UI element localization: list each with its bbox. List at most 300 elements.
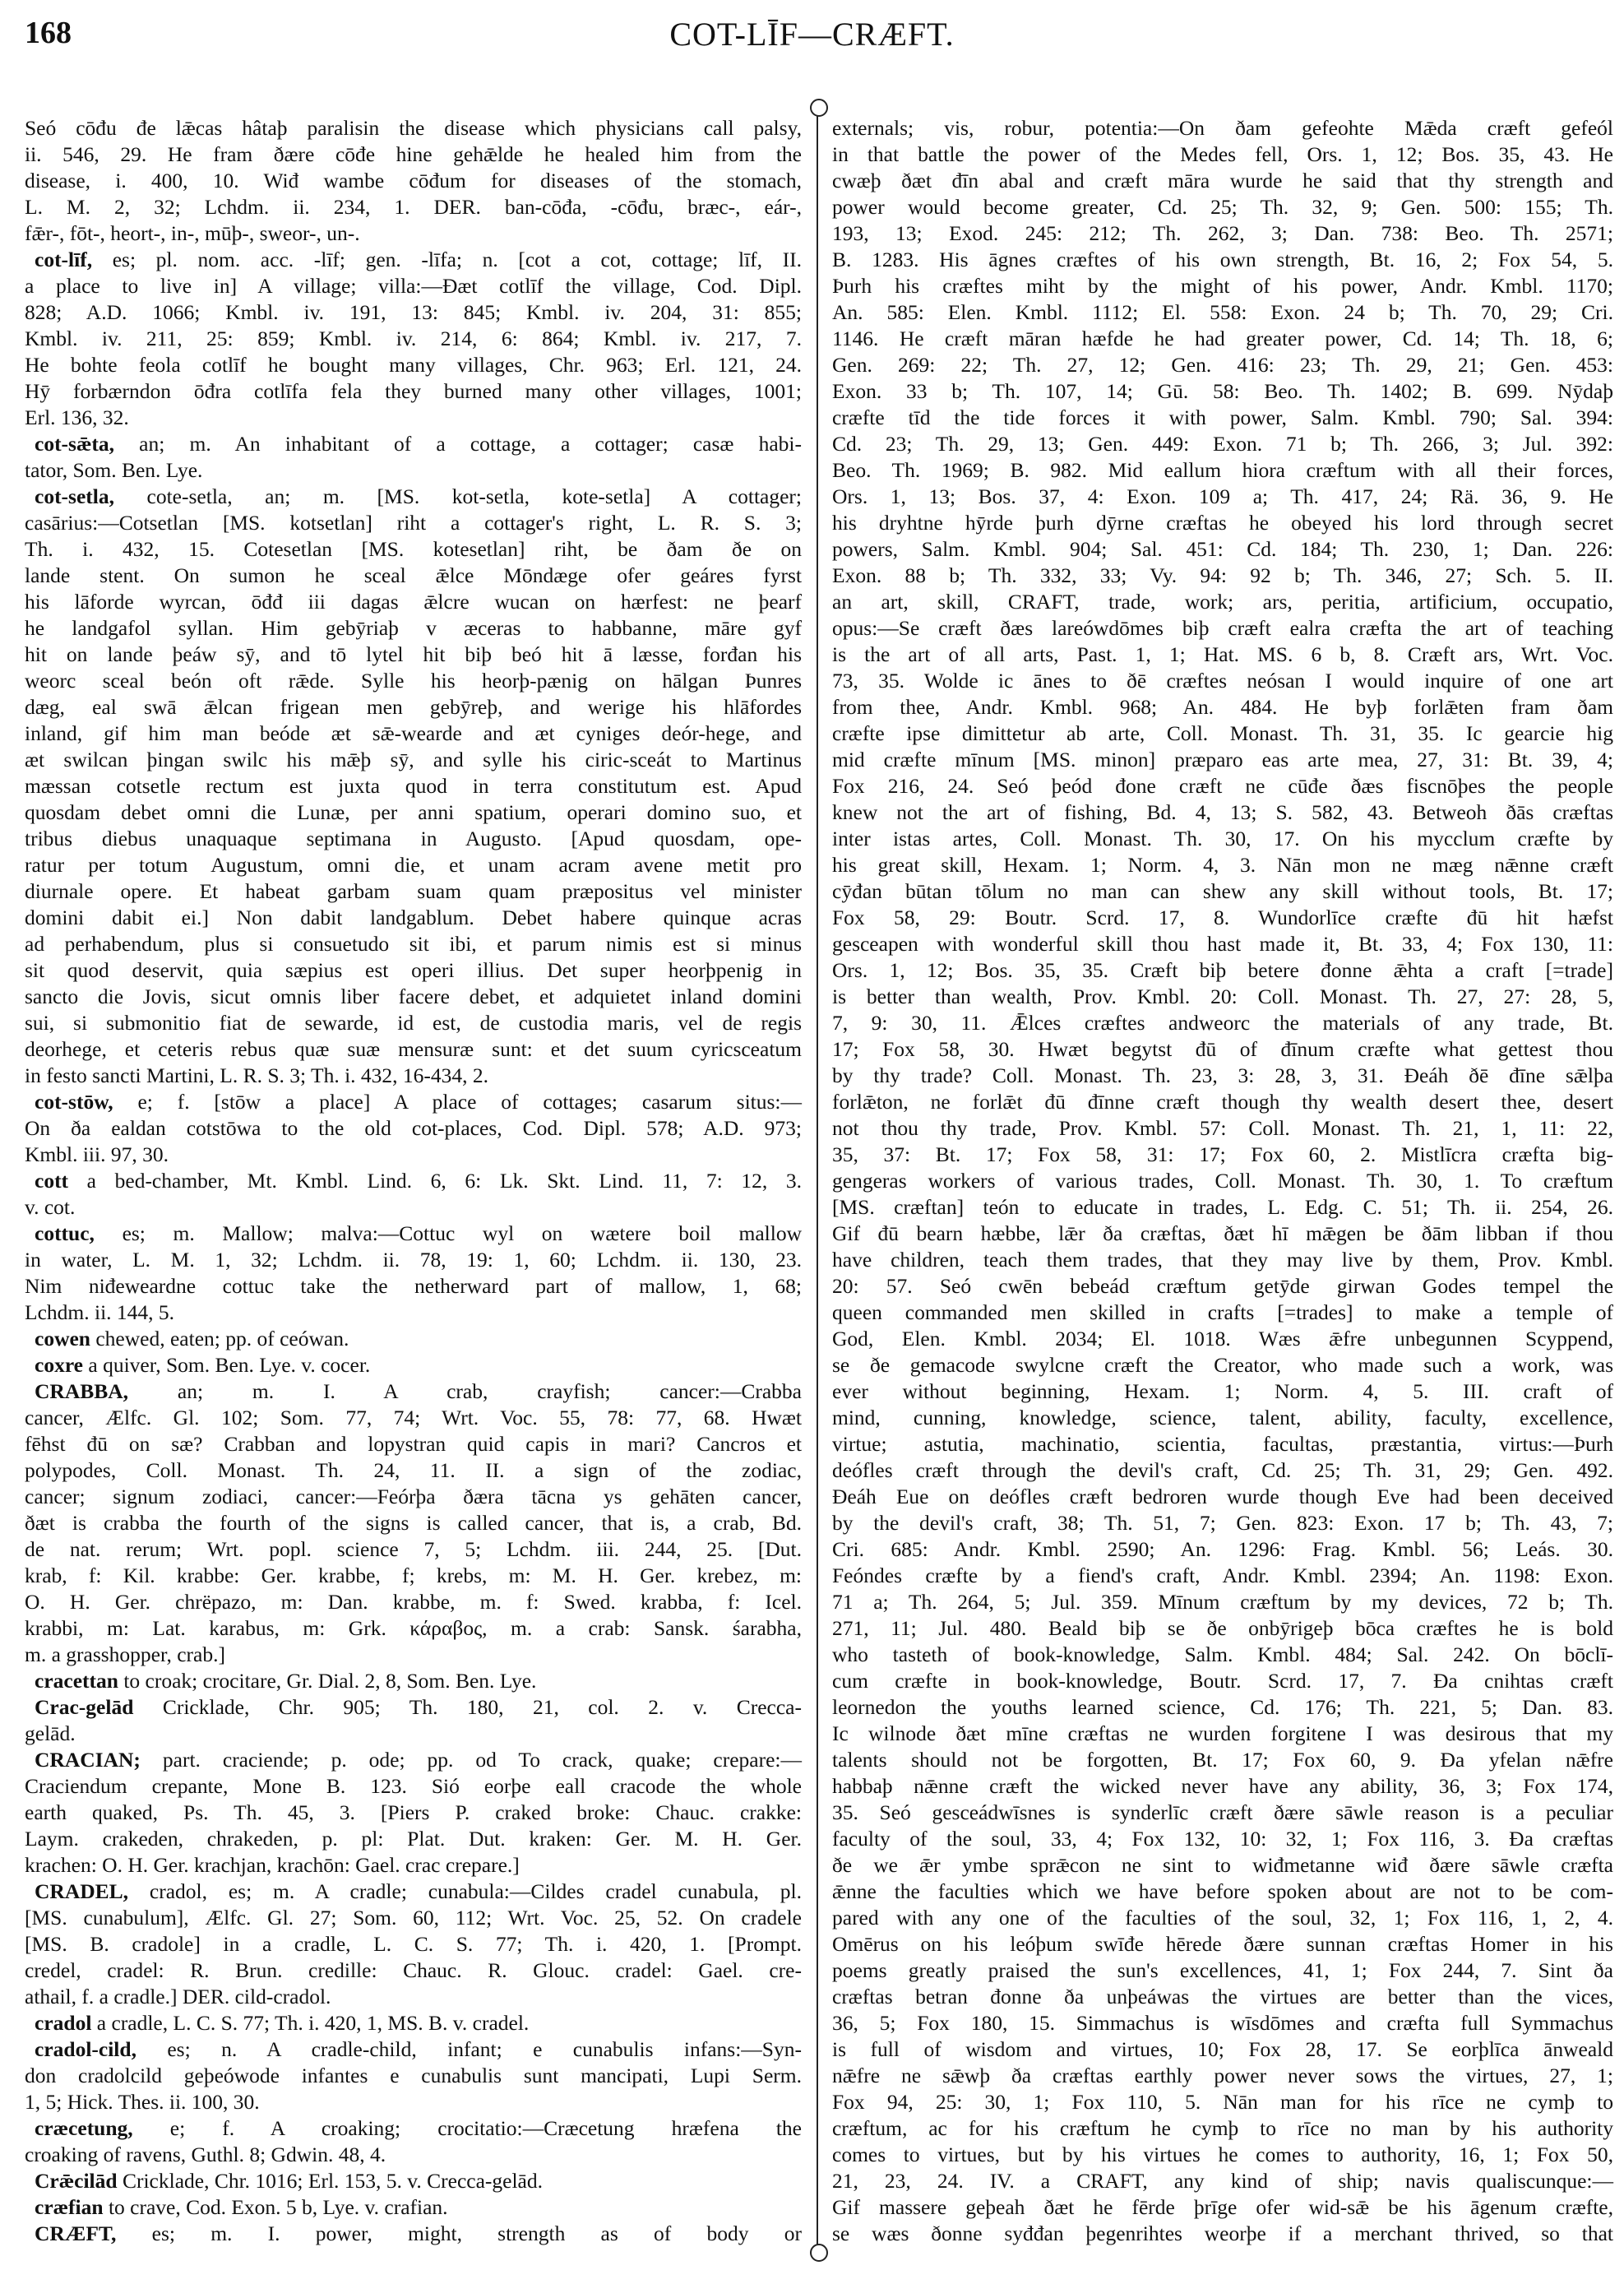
text-line bbox=[832, 2036, 1613, 2063]
text-line bbox=[25, 510, 802, 536]
line-text: he landgafol syllan. Him gebȳriaþ v æceras to habbanne, māre gyf bbox=[25, 616, 802, 640]
text-line bbox=[832, 1773, 1613, 1800]
text-line bbox=[25, 1221, 802, 1247]
text-line bbox=[832, 589, 1613, 615]
line-text: Erl. 136, 32. bbox=[25, 405, 129, 429]
dictionary-entry bbox=[25, 1668, 802, 1694]
line-text: tribus diebus unaquaque septimana in Augusto. [Apud quosdam, ope- bbox=[25, 827, 802, 850]
line-text: diurnale opere. Et habeat garbam suam quam præpositus vel minister bbox=[25, 879, 802, 903]
line-text: He bohte feola cotlīf he bought many villages, Chr. 963; Erl. 121, 24. bbox=[25, 353, 802, 377]
text-line bbox=[25, 220, 802, 247]
text-line bbox=[832, 405, 1613, 431]
text-line bbox=[25, 1668, 802, 1694]
headword: cracettan bbox=[35, 1669, 118, 1693]
line-text: gelād. bbox=[25, 1721, 76, 1745]
line-text: 7, 9: 30, 11. Ǣlces cræftes andweorc the materials of any trade, Bt. bbox=[832, 1011, 1613, 1035]
text-line bbox=[832, 247, 1613, 273]
text-line bbox=[832, 1036, 1613, 1063]
text-line bbox=[832, 1063, 1613, 1089]
text-line bbox=[832, 1484, 1613, 1510]
text-line bbox=[832, 615, 1613, 642]
text-line bbox=[25, 115, 802, 141]
text-line bbox=[25, 1299, 802, 1326]
line-text: ðæt is crabba the fourth of the signs is called cancer, that is, a crab, Bd. bbox=[25, 1511, 802, 1535]
divider-ornament-icon bbox=[810, 99, 828, 117]
text-line bbox=[832, 115, 1613, 141]
headword: coxre bbox=[35, 1353, 83, 1377]
text-line bbox=[832, 1089, 1613, 1115]
headword: cot-setla, bbox=[35, 484, 114, 508]
text-line bbox=[25, 1615, 802, 1642]
line-text: Nim niđeweardne cottuc take the netherward part of mallow, 1, 68; bbox=[25, 1274, 802, 1298]
text-line bbox=[25, 852, 802, 878]
text-line bbox=[25, 1984, 802, 2010]
line-text: queen commanded men skilled in crafts [=trades] to make a temple of bbox=[832, 1300, 1613, 1324]
dictionary-entry bbox=[25, 1326, 802, 1352]
line-text: cræfte tīd the tide forces it with power, Salm. Kmbl. 790; Sal. 394: bbox=[832, 405, 1613, 429]
text-line bbox=[25, 563, 802, 589]
text-line bbox=[25, 2010, 802, 2036]
text-line bbox=[25, 2168, 802, 2194]
text-line bbox=[25, 247, 802, 273]
text-line bbox=[25, 1931, 802, 1957]
text-line bbox=[25, 194, 802, 220]
line-text: Gen. 269: 22; Th. 27, 12; Gen. 416: 23; Th. 29, 21; Gen. 453: bbox=[832, 353, 1613, 377]
line-text: se ðe gemacode swylcne cræft the Creator, who made such a work, was bbox=[832, 1353, 1613, 1377]
line-text: Beo. Th. 1969; B. 982. Mid eallum hiora cræftum with all their forces, bbox=[832, 458, 1613, 482]
headword: cot-stōw, bbox=[35, 1090, 113, 1114]
text-line bbox=[832, 984, 1613, 1010]
line-text: a bed-chamber, Mt. Kmbl. Lind. 6, 6: Lk. Skt. Lind. 11, 7: 12, 3. bbox=[68, 1169, 802, 1193]
line-text: An. 585: Elen. Kmbl. 1112; El. 558: Exon. 24 b; Th. 70, 29; Cri. bbox=[832, 300, 1613, 324]
line-text: talents should not be forgotten, Bt. 17; Fox 60, 9. Ða yfelan nǣfre bbox=[832, 1748, 1613, 1772]
text-line bbox=[25, 1168, 802, 1194]
text-line bbox=[25, 2063, 802, 2089]
text-line bbox=[25, 1457, 802, 1484]
line-text: from thee, Andr. Kmbl. 968; An. 484. He byþ forlǣten fram ðam bbox=[832, 695, 1613, 719]
text-line bbox=[25, 431, 802, 457]
text-line bbox=[832, 931, 1613, 957]
line-text: 35. Seó gesceádwīsnes is synderlīc cræft ðære sāwle reason is a peculiar bbox=[832, 1800, 1613, 1824]
line-text: cradol, es; m. A cradle; cunabula:—Cildes cradel cunabula, pl. bbox=[128, 1879, 802, 1903]
line-text: power would become greater, Cd. 25; Th. 32, 9; Gen. 500: 155; Th. bbox=[832, 195, 1613, 219]
text-line bbox=[832, 2115, 1613, 2142]
line-text: nǣfre ne sǣwþ ða cræftas earthly power never sows the virtues, 27, 1; bbox=[832, 2064, 1613, 2087]
dictionary-entry bbox=[25, 431, 802, 484]
line-text: mæssan cotsetle rectum est juxta quod in terra constitutum est. Apud bbox=[25, 774, 802, 798]
dictionary-entry bbox=[25, 1168, 802, 1221]
line-text: Cri. 685: Andr. Kmbl. 2590; An. 1296: Frag. Kmbl. 56; Leás. 30. bbox=[832, 1537, 1613, 1561]
line-text: powers, Salm. Kmbl. 904; Sal. 451: Cd. 184; Th. 230, 1; Dan. 226: bbox=[832, 537, 1613, 561]
text-line bbox=[832, 799, 1613, 826]
text-line bbox=[832, 2168, 1613, 2194]
text-line bbox=[832, 2089, 1613, 2115]
line-text: gesceapen with wonderful skill thou hast made it, Bt. 33, 4; Fox 130, 11: bbox=[832, 932, 1613, 956]
line-text: have children, teach them trades, that they may live by them, Prov. Kmbl. bbox=[832, 1248, 1613, 1272]
line-text: a cradle, L. C. S. 77; Th. i. 420, 1, MS. B. v. cradel. bbox=[91, 2011, 530, 2035]
line-text: ii. 546, 29. He fram ðære cōđe hine gehǣlde he healed him from the bbox=[25, 142, 802, 166]
dictionary-entry bbox=[25, 2036, 802, 2115]
dictionary-entry bbox=[25, 2010, 802, 2036]
line-text: an art, skill, CRAFT, trade, work; ars, peritia, artificium, occupatio, bbox=[832, 590, 1613, 614]
line-text: credel, cradel: R. Brun. credille: Chauc. R. Glouc. cradel: Gael. cre- bbox=[25, 1958, 802, 1982]
text-line bbox=[832, 1642, 1613, 1668]
line-text: tator, Som. Ben. Lye. bbox=[25, 458, 203, 482]
line-text: is better than wealth, Prov. Kmbl. 20: Coll. Monast. Th. 27, 27: 28, 5, bbox=[832, 984, 1613, 1008]
line-text: ðe we ǣr ymbe sprǣcon ne sint to wiđmetanne wiđ ðære sāwle cræfta bbox=[832, 1853, 1613, 1877]
dictionary-entry bbox=[25, 1879, 802, 2010]
line-text: poems greatly praised the sun's excellences, 41, 1; Fox 244, 7. Sint ða bbox=[832, 1958, 1613, 1982]
line-text: Ðeáh Eue on deófles cræft bedroren wurde though Eve had been deceived bbox=[832, 1485, 1613, 1508]
line-text: a quiver, Som. Ben. Lye. v. cocer. bbox=[83, 1353, 371, 1377]
line-text: 828; A.D. 1066; Kmbl. iv. 191, 13: 845; Kmbl. iv. 204, 31: 855; bbox=[25, 300, 802, 324]
line-text: casārius:—Cotsetlan [MS. kotsetlan] riht a cottager's right, L. R. S. 3; bbox=[25, 511, 802, 535]
dictionary-entry bbox=[25, 115, 802, 247]
text-line bbox=[25, 773, 802, 799]
text-line bbox=[832, 1668, 1613, 1694]
line-text: cræfte ipse dimittetur ab arte, Coll. Monast. Th. 31, 35. Ic gearcie hig bbox=[832, 721, 1613, 745]
text-line bbox=[832, 1247, 1613, 1273]
text-line bbox=[832, 1931, 1613, 1957]
text-line bbox=[832, 826, 1613, 852]
text-line bbox=[25, 168, 802, 194]
line-text: in water, L. M. 1, 32; Lchdm. ii. 78, 19: 1, 60; Lchdm. ii. 130, 23. bbox=[25, 1248, 802, 1272]
line-text: ratur per totum Augustum, omni die, et unam acram avene metit pro bbox=[25, 853, 802, 877]
line-text: Craciendum crepante, Mone B. 123. Sió eorþe eall cracode the whole bbox=[25, 1774, 802, 1798]
line-text: Fox 216, 24. Seó þeód đone cræft ne cūđe ðæs fiscnōþes the people bbox=[832, 774, 1613, 798]
line-text: Cricklade, Chr. 1016; Erl. 153, 5. v. Crecca-gelād. bbox=[117, 2169, 543, 2193]
text-line bbox=[832, 1852, 1613, 1879]
text-line bbox=[25, 1879, 802, 1905]
line-text: deófles cræft through the devil's craft, Cd. 25; Th. 31, 29; Gen. 492. bbox=[832, 1458, 1613, 1482]
text-line bbox=[832, 536, 1613, 563]
text-line bbox=[25, 1642, 802, 1668]
text-line bbox=[25, 1089, 802, 1115]
text-line bbox=[832, 1405, 1613, 1431]
headword: cradol bbox=[35, 2011, 92, 2035]
line-text: croaking of ravens, Guthl. 8; Gdwin. 48, 4. bbox=[25, 2143, 386, 2166]
line-text: habbaþ nǣnne cræft the wicked never have any ability, 36, 3; Fox 174, bbox=[832, 1774, 1613, 1798]
text-line bbox=[832, 1221, 1613, 1247]
line-text: his dryhtne hȳrde þurh dȳrne cræftas he obeyed his lord through secret bbox=[832, 511, 1613, 535]
text-line bbox=[25, 747, 802, 773]
dictionary-entry bbox=[25, 484, 802, 1089]
line-text: es; pl. nom. acc. -līf; gen. -līfa; n. [cot a cot, cottage; līf, II. bbox=[92, 248, 802, 271]
line-text: Fox 94, 25: 30, 1; Fox 110, 5. Nān man for his rīce ne cymþ to bbox=[832, 2090, 1613, 2114]
text-line bbox=[832, 484, 1613, 510]
line-text: Laym. crakeden, chrakeden, p. pl: Plat. Dut. kraken: Ger. M. H. Ger. bbox=[25, 1827, 802, 1851]
text-line bbox=[25, 1405, 802, 1431]
line-text: 1, 5; Hick. Thes. ii. 100, 30. bbox=[25, 2090, 260, 2114]
text-line bbox=[25, 905, 802, 931]
text-line bbox=[25, 378, 802, 405]
line-text: in festo sancti Martini, L. R. S. 3; Th. i. 432, 16-434, 2. bbox=[25, 1063, 489, 1087]
line-text: Seó cōđu đe lǣcas hâtaþ paralisin the disease which physicians call palsy, bbox=[25, 116, 802, 140]
text-line bbox=[832, 2142, 1613, 2168]
text-line bbox=[832, 1457, 1613, 1484]
text-line bbox=[25, 1142, 802, 1168]
text-line bbox=[25, 1063, 802, 1089]
text-line bbox=[25, 1326, 802, 1352]
line-text: chewed, eaten; pp. of ceówan. bbox=[90, 1327, 349, 1350]
text-line bbox=[832, 905, 1613, 931]
text-line bbox=[25, 1957, 802, 1984]
text-line bbox=[832, 747, 1613, 773]
text-line bbox=[25, 799, 802, 826]
text-line bbox=[25, 1694, 802, 1721]
text-line bbox=[832, 1747, 1613, 1773]
page-number: 168 bbox=[25, 16, 72, 50]
dictionary-entry bbox=[832, 115, 1613, 2247]
line-text: to crave, Cod. Exon. 5 b, Lye. v. crafian. bbox=[103, 2195, 448, 2219]
text-line bbox=[832, 378, 1613, 405]
line-text: 271, 11; Jul. 480. Beald biþ se ðe onbȳrigeþ bōca cræftes he is bold bbox=[832, 1616, 1613, 1640]
line-text: Þurh his cræftes miht by the might of his power, Andr. Kmbl. 1170; bbox=[832, 274, 1613, 298]
text-line bbox=[25, 299, 802, 326]
line-text: Ors. 1, 12; Bos. 35, 35. Cræft biþ betere đonne ǣhta a craft [=trade] bbox=[832, 958, 1613, 982]
text-line bbox=[25, 957, 802, 984]
line-text: Cricklade, Chr. 905; Th. 180, 21, col. 2. v. Crecca- bbox=[133, 1695, 802, 1719]
text-line bbox=[832, 273, 1613, 299]
text-line bbox=[25, 1352, 802, 1378]
line-text: not thou thy trade, Prov. Kmbl. 57: Coll. Monast. Th. 21, 1, 11: 22, bbox=[832, 1116, 1613, 1140]
text-line bbox=[25, 1036, 802, 1063]
line-text: krachen: O. H. Ger. krachjan, krachōn: Gael. crac crepare.] bbox=[25, 1853, 520, 1877]
line-text: is the art of all arts, Past. 1, 1; Hat. MS. 6 b, 8. Cræft ars, Wrt. Voc. bbox=[832, 642, 1613, 666]
line-text: es; m. Mallow; malva:—Cottuc wyl on wætere boil mallow bbox=[94, 1221, 802, 1245]
line-text: virtue; astutia, machinatio, scientia, facultas, præstantia, virtus:—Þurh bbox=[832, 1432, 1613, 1456]
text-line bbox=[25, 484, 802, 510]
text-line bbox=[832, 694, 1613, 720]
line-text: L. M. 2, 32; Lchdm. ii. 234, 1. DER. ban-cōđa, -cōđu, bræc-, eár-, bbox=[25, 195, 802, 219]
dictionary-entry bbox=[25, 1378, 802, 1668]
text-line bbox=[832, 1273, 1613, 1299]
text-line bbox=[25, 2036, 802, 2063]
text-line bbox=[25, 1378, 802, 1405]
headword: Crac-gelād bbox=[35, 1695, 134, 1719]
text-line bbox=[25, 668, 802, 694]
text-line bbox=[25, 141, 802, 168]
text-line bbox=[832, 668, 1613, 694]
line-text: æt swilcan þingan swilc his mǣþ sȳ, and sylle his ciric-sceát to Martinus bbox=[25, 748, 802, 771]
line-text: se wæs ðonne syđđan þegenrihtes weorþe if a merchant thrived, so that bbox=[832, 2221, 1613, 2245]
line-text: disease, i. 400, 10. Wiđ wambe cōđum for diseases of the stomach, bbox=[25, 169, 802, 192]
line-text: 36, 5; Fox 180, 15. Simmachus is wīsdōmes and cræfta full Symmachus bbox=[832, 2011, 1613, 2035]
text-line bbox=[832, 2194, 1613, 2221]
line-text: in that battle the power of the Medes fell, Ors. 1, 12; Bos. 35, 43. He bbox=[832, 142, 1613, 166]
text-line bbox=[832, 1431, 1613, 1457]
line-text: Cd. 23; Th. 29, 13; Gen. 449: Exon. 71 b; Th. 266, 3; Jul. 392: bbox=[832, 432, 1613, 456]
text-line bbox=[25, 1826, 802, 1852]
line-text: krab, f: Kil. krabbe: Ger. krabbe, f; krebs, m: M. H. Ger. krebez, m: bbox=[25, 1564, 802, 1587]
line-text: e; f. [stōw a place] A place of cottages; casarum situs:— bbox=[113, 1090, 802, 1114]
text-line bbox=[25, 2142, 802, 2168]
text-line bbox=[832, 352, 1613, 378]
text-line bbox=[832, 1142, 1613, 1168]
page-title: COT-LĪF—CRÆFT. bbox=[669, 16, 955, 53]
line-text: who tasteth of book-knowledge, Salm. Kmbl. 484; Sal. 242. On bōclī- bbox=[832, 1642, 1613, 1666]
text-line bbox=[25, 615, 802, 642]
headword: cott bbox=[35, 1169, 69, 1193]
text-line bbox=[832, 1905, 1613, 1931]
headword: Crǣcilād bbox=[35, 2169, 118, 2193]
text-line bbox=[832, 168, 1613, 194]
text-line bbox=[25, 2221, 802, 2247]
line-text: gengeras workers of various trades, Coll. Monast. Th. 30, 1. To cræftum bbox=[832, 1169, 1613, 1193]
line-text: inland, gif him man beóde æt sǣ-wearde and æt cyniges deór-hege, and bbox=[25, 721, 802, 745]
text-line bbox=[832, 1721, 1613, 1747]
text-line bbox=[25, 1800, 802, 1826]
text-line bbox=[25, 273, 802, 299]
text-line bbox=[832, 878, 1613, 905]
line-text: Kmbl. iv. 211, 25: 859; Kmbl. iv. 214, 6: 864; Kmbl. iv. 217, 7. bbox=[25, 327, 802, 350]
line-text: 71 a; Th. 264, 5; Jul. 359. Mīnum cræftum by my devices, 72 b; Th. bbox=[832, 1590, 1613, 1614]
text-line bbox=[832, 510, 1613, 536]
line-text: Omērus on his leóþum swīđe hērede ðære sunnan cræftas Homer in his bbox=[832, 1932, 1613, 1956]
headword: CRÆFT, bbox=[35, 2221, 117, 2245]
text-line bbox=[832, 1563, 1613, 1589]
text-line bbox=[25, 720, 802, 747]
text-line bbox=[25, 2194, 802, 2221]
text-line bbox=[25, 589, 802, 615]
line-text: cancer; signum zodiaci, cancer:—Feórþa ðæra tācna ys gehāten cancer, bbox=[25, 1485, 802, 1508]
line-text: Kmbl. iii. 97, 30. bbox=[25, 1142, 169, 1166]
text-line bbox=[25, 1115, 802, 1142]
line-text: cum cræfte in book-knowledge, Boutr. Scrd. 17, 7. Ða cnihtas cræft bbox=[832, 1669, 1613, 1693]
line-text: O. H. Ger. chrëpazo, m: Dan. krabbe, m. f: Swed. krabba, f: Icel. bbox=[25, 1590, 802, 1614]
line-text: Fox 58, 29: Boutr. Scrd. 17, 8. Wundorlīce cræfte đū hit hæfst bbox=[832, 906, 1613, 929]
line-text: fēhst đū on sæ? Crabban and lopystran quid capis in mari? Cancros et bbox=[25, 1432, 802, 1456]
line-text: fǣr-, fōt-, heort-, in-, mūþ-, sweor-, un-. bbox=[25, 221, 360, 245]
line-text: v. cot. bbox=[25, 1195, 76, 1219]
text-line bbox=[25, 326, 802, 352]
text-line bbox=[832, 1115, 1613, 1142]
line-text: pared with any one of the faculties of the soul, 32, 1; Fox 116, 1, 2, 4. bbox=[832, 1906, 1613, 1930]
line-text: [MS. B. cradole] in a cradle, L. C. S. 77; Th. i. 420, 1. [Prompt. bbox=[25, 1932, 802, 1956]
line-text: 35, 37: Bt. 17; Fox 58, 31: 17; Fox 60, 2. Mistlīcra cræfta big- bbox=[832, 1142, 1613, 1166]
line-text: his great skill, Hexam. 1; Norm. 4, 3. Nān mon ne mæg nǣnne cræft bbox=[832, 853, 1613, 877]
line-text: externals; vis, robur, potentia:—On ðam gefeohte Mǣda cræft gefeól bbox=[832, 116, 1613, 140]
text-line bbox=[25, 1247, 802, 1273]
divider-ornament-icon bbox=[810, 2244, 828, 2262]
headword: cot-sǣta, bbox=[35, 432, 115, 456]
text-line bbox=[832, 1194, 1613, 1221]
line-text: athail, f. a cradle.] DER. cild-cradol. bbox=[25, 1985, 331, 2008]
headword: cot-līf, bbox=[35, 248, 93, 271]
dictionary-entry bbox=[25, 2168, 802, 2194]
line-text: Ic wilnode ðæt mīne cræftas ne wurden forgitene I was desirous that my bbox=[832, 1721, 1613, 1745]
dictionary-entry bbox=[25, 1089, 802, 1168]
line-text: On ða ealdan cotstōwa to the old cot-places, Cod. Dipl. 578; A.D. 973; bbox=[25, 1116, 802, 1140]
line-text: cræftum, ac for his cræftum he cymþ to rīce no man by his authority bbox=[832, 2116, 1613, 2140]
text-line bbox=[25, 1194, 802, 1221]
line-text: 193, 13; Exod. 245: 212; Th. 262, 3; Dan. 738: Beo. Th. 2571; bbox=[832, 221, 1613, 245]
line-text: cwæþ ðæt đīn abal and cræft māra wurde he said that thy strength and bbox=[832, 169, 1613, 192]
line-text: Hȳ forbærndon ōđra cotlīfa fela they burned many other villages, 1001; bbox=[25, 379, 802, 403]
text-line bbox=[25, 984, 802, 1010]
line-text: don cradolcild geþeówode infantes e cunabulis sunt mancipati, Lupi Serm. bbox=[25, 2064, 802, 2087]
line-text: sancto die Jovis, sicut omnis liber facere debet, et adquietet inland domini bbox=[25, 984, 802, 1008]
text-line bbox=[832, 852, 1613, 878]
dictionary-entry bbox=[25, 247, 802, 431]
line-text: quosdam debet omni die Lunæ, per anni spatium, operari domino suo, et bbox=[25, 800, 802, 824]
text-line bbox=[25, 1484, 802, 1510]
line-text: Feóndes cræfte by a fiend's craft, Andr. Kmbl. 2394; An. 1198: Exon. bbox=[832, 1564, 1613, 1587]
line-text: deorhege, et ceteris rebus quæ suæ mensuræ sunt: et det suum cyricsceatum bbox=[25, 1037, 802, 1061]
text-line bbox=[832, 1800, 1613, 1826]
text-line bbox=[25, 1510, 802, 1536]
text-line bbox=[25, 1905, 802, 1931]
line-text: earth quaked, Ps. Th. 45, 3. [Piers P. craked broke: Chauc. crakke: bbox=[25, 1800, 802, 1824]
dictionary-entry bbox=[25, 1221, 802, 1326]
text-line bbox=[25, 1273, 802, 1299]
headword: cowen bbox=[35, 1327, 90, 1350]
text-line bbox=[832, 773, 1613, 799]
text-line bbox=[832, 1510, 1613, 1536]
text-line bbox=[25, 457, 802, 484]
line-text: cote-setla, an; m. [MS. kot-setla, kote-setla] A cottager; bbox=[114, 484, 802, 508]
line-text: inter istas artes, Coll. Monast. Th. 30, 17. On his mycclum cræfte by bbox=[832, 827, 1613, 850]
text-line bbox=[832, 1957, 1613, 1984]
line-text: Ors. 1, 13; Bos. 37, 4: Exon. 109 a; Th. 417, 24; Rä. 36, 9. He bbox=[832, 484, 1613, 508]
line-text: Lchdm. ii. 144, 5. bbox=[25, 1300, 175, 1324]
text-line bbox=[25, 1747, 802, 1773]
text-line bbox=[25, 1773, 802, 1800]
line-text: leornedon the youths learned science, Cd. 176; Th. 221, 5; Dan. 83. bbox=[832, 1695, 1613, 1719]
line-text: m. a grasshopper, crab.] bbox=[25, 1642, 225, 1666]
line-text: 73, 35. Wolde ic ānes to ðē cræftes neósan I would inquire of one art bbox=[832, 669, 1613, 693]
line-text: cancer, Ælfc. Gl. 102; Som. 77, 74; Wrt. Voc. 55, 78: 77, 68. Hwæt bbox=[25, 1406, 802, 1429]
text-line bbox=[25, 1852, 802, 1879]
text-line bbox=[25, 694, 802, 720]
text-line bbox=[25, 1589, 802, 1615]
text-line bbox=[832, 1168, 1613, 1194]
text-line bbox=[25, 1721, 802, 1747]
dictionary-entry bbox=[25, 2221, 802, 2247]
dictionary-entry bbox=[25, 1694, 802, 1747]
text-line bbox=[832, 141, 1613, 168]
line-text: by thy trade? Coll. Monast. Th. 23, 3: 28, 3, 31. Ðeáh ðē đīne sǣlþa bbox=[832, 1063, 1613, 1087]
line-text: sit quod deservit, quia sæpius est operi illius. Det super heorþpenig in bbox=[25, 958, 802, 982]
text-line bbox=[25, 826, 802, 852]
headword: cræfian bbox=[35, 2195, 104, 2219]
text-line bbox=[832, 299, 1613, 326]
line-text: an; m. An inhabitant of a cottage, a cottager; casæ habi- bbox=[114, 432, 802, 456]
line-text: a place to live in] A village; villa:—Ðæt cotlīf the village, Cod. Dipl. bbox=[25, 274, 802, 298]
text-line bbox=[25, 1431, 802, 1457]
text-line bbox=[832, 431, 1613, 457]
line-text: hit on lande þeáw sȳ, and tō lytel hit biþ beó hit ā læsse, forđan his bbox=[25, 642, 802, 666]
text-line bbox=[25, 2089, 802, 2115]
text-line bbox=[832, 1589, 1613, 1615]
line-text: 1146. He cræft māran hæfde he had greater power, Cd. 14; Th. 18, 6; bbox=[832, 327, 1613, 350]
line-text: knew not the art of fishing, Bd. 4, 13; S. 582, 43. Betweoh ðās cræftas bbox=[832, 800, 1613, 824]
text-line bbox=[832, 1536, 1613, 1563]
text-line bbox=[832, 642, 1613, 668]
text-line bbox=[25, 878, 802, 905]
headword: CRADEL, bbox=[35, 1879, 129, 1903]
text-line bbox=[832, 1326, 1613, 1352]
line-text: weorc sceal beón oft rǣde. Sylle his heorþ-pænig on hālgan Þunres bbox=[25, 669, 802, 693]
line-text: comes to virtues, but by his virtues he comes to authority, 16, 1; Fox 50, bbox=[832, 2143, 1613, 2166]
line-text: cȳđan būtan tōlum no man can shew any skill without tools, Bt. 17; bbox=[832, 879, 1613, 903]
line-text: [MS. cræftan] teón to educate in trades, L. Edg. C. 51; Th. ii. 254, 26. bbox=[832, 1195, 1613, 1219]
dictionary-entry bbox=[25, 2115, 802, 2168]
text-line bbox=[832, 1299, 1613, 1326]
line-text: polypodes, Coll. Monast. Th. 24, 11. II. a sign of the zodiac, bbox=[25, 1458, 802, 1482]
text-line bbox=[832, 2063, 1613, 2089]
text-line bbox=[832, 2221, 1613, 2247]
